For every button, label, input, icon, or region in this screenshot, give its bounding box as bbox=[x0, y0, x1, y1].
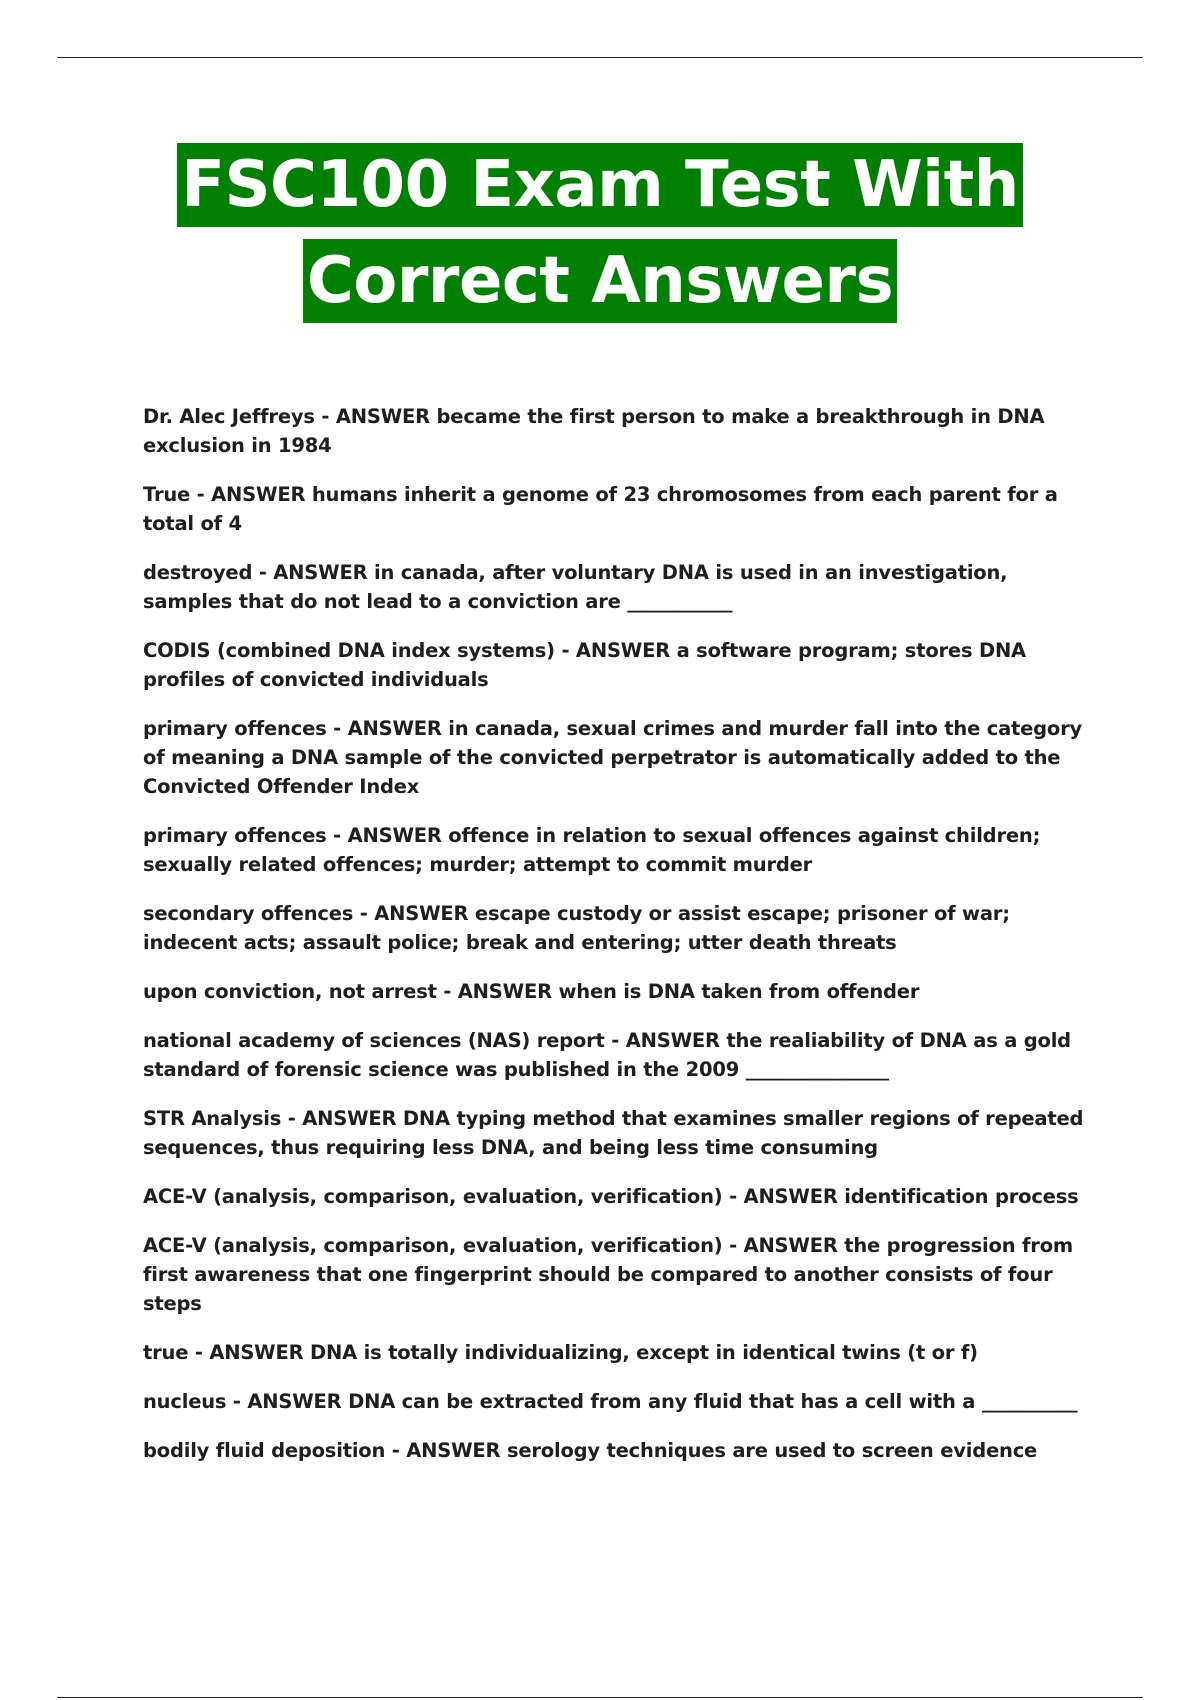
qa-item: true - ANSWER DNA is totally individualizing, except in identical twins (t or f) bbox=[143, 1341, 978, 1364]
qa-item: secondary offences - ANSWER escape custody or assist escape; prisoner of war; indecent acts; assault police; break and entering; utter death threats bbox=[143, 902, 1010, 954]
qa-item: STR Analysis - ANSWER DNA typing method that examines smaller regions of repeated sequences, thus requiring less DNA, and being less time consuming bbox=[143, 1107, 1084, 1159]
qa-item: True - ANSWER humans inherit a genome of 23 chromosomes from each parent for a total of 4 bbox=[143, 483, 1058, 535]
qa-item: national academy of sciences (NAS) report - ANSWER the realiability of DNA as a gold standard of forensic science was published in the 2009 _______________ bbox=[143, 1029, 1071, 1081]
qa-item: CODIS (combined DNA index systems) - ANSWER a software program; stores DNA profiles of convicted individuals bbox=[143, 639, 1026, 691]
title-line-2: Correct Answers bbox=[303, 239, 897, 323]
qa-item: destroyed - ANSWER in canada, after voluntary DNA is used in an investigation, samples that do not lead to a conviction are ___________ bbox=[143, 561, 1008, 613]
qa-item: primary offences - ANSWER offence in relation to sexual offences against children; sexually related offences; murder; attempt to commit murder bbox=[143, 824, 1041, 876]
qa-item: upon conviction, not arrest - ANSWER when is DNA taken from offender bbox=[143, 980, 920, 1003]
bottom-rule bbox=[57, 1697, 1143, 1698]
top-rule bbox=[57, 57, 1143, 58]
title-line-1: FSC100 Exam Test With bbox=[177, 143, 1023, 227]
qa-item: Dr. Alec Jeffreys - ANSWER became the first person to make a breakthrough in DNA exclusion in 1984 bbox=[143, 405, 1045, 457]
document-title bbox=[0, 143, 1200, 323]
qa-item: primary offences - ANSWER in canada, sexual crimes and murder fall into the category of meaning a DNA sample of the convicted perpetrator is automatically added to the Convicted Offender Index bbox=[143, 717, 1083, 798]
qa-item: ACE-V (analysis, comparison, evaluation, verification) - ANSWER identification process bbox=[143, 1185, 1079, 1208]
qa-item: ACE-V (analysis, comparison, evaluation, verification) - ANSWER the progression from first awareness that one fingerprint should be compared to another consists of four steps bbox=[143, 1234, 1074, 1315]
qa-item: bodily fluid deposition - ANSWER serology techniques are used to screen evidence bbox=[143, 1439, 1038, 1462]
qa-item: nucleus - ANSWER DNA can be extracted from any fluid that has a cell with a __________ bbox=[143, 1390, 1078, 1413]
qa-list bbox=[143, 402, 1103, 1485]
